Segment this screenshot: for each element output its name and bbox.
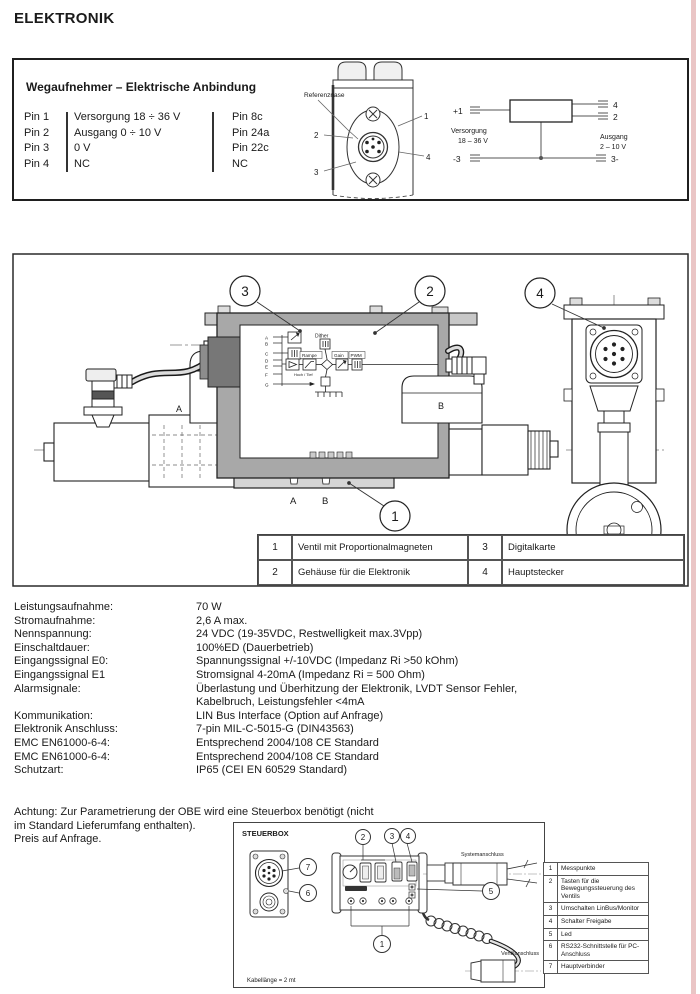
junction-dot [539, 156, 543, 160]
legende-text: Ventil mit Proportionalmagneten [292, 535, 468, 560]
magnet-a-label: A [176, 404, 183, 414]
versorgung-range: 18 – 36 V [458, 138, 488, 145]
pin3-label: 3 [314, 168, 319, 177]
klemme2-label: 2 [613, 112, 618, 122]
pwm-label: PWM [350, 353, 362, 358]
sb-callout-7: 7 [305, 863, 311, 872]
steuerbox-zeichnung [233, 822, 545, 988]
versorgung-label: Versorgung [451, 128, 487, 135]
magnet-b-rohr [482, 425, 558, 475]
klemme-f: F [265, 372, 268, 378]
spezifikationen: Leistungsaufnahme: 70 W Stromaufnahme: 2,6 A max. Nennspannung: 24 VDC (19-35VDC, Restwelligkeit max.3Vpp) Einschaltdauer: 100%ED (Dauerbetrieb) Eingangssignal E0: Spannungssignal +/-10VDC (Impedanz Ri >50 kOhm) Eingangssignal E1 Stromsignal 4-20mA (Impedanz Ri = 500 Ohm) Alarmsignale: Überlastung und Überhitzung der Elektronik, LVDT Sensor Fehler, Kabelbruch, Leistungsfehler <4mA Kommunikation: LIN Bus Interface (Option auf Anfrage) Elektronik Anschluss: 7-pin MIL-C-5015-G (DIN43563) EMC EN61000-6-4: Entsprechend 2004/108 CE Standard EMC EN61000-6-4: Entsprechend 2004/108 CE Standard Schutzart: IP65 (CEI EN 60529 Standard) [14, 601, 518, 777]
zeichnung-legende [257, 534, 685, 586]
klemme-g: G [265, 382, 269, 388]
sb-callout-1: 1 [379, 940, 385, 949]
table-divider [66, 112, 68, 172]
steuerbox-gehaeuse [332, 853, 427, 913]
wegaufnehmer-title: Wegaufnehmer – Elektrische Anbindung [26, 80, 257, 94]
hauptverbinder-platte [250, 851, 289, 917]
minus3-label: -3 [453, 154, 461, 164]
pin1-label: 1 [424, 112, 429, 121]
table-divider [212, 112, 214, 172]
pin2-label: 2 [314, 131, 319, 140]
kabellaenge-label: Kabellänge = 2 mt [247, 978, 296, 984]
magnet-b-label: B [438, 401, 445, 411]
scan-edge-artifact [691, 0, 696, 994]
transducer-block [510, 100, 572, 122]
klemme-a: A [265, 335, 269, 341]
legende-nr: 4 [468, 560, 502, 585]
klemme-b: B [265, 341, 269, 347]
legende-nr: 2 [258, 560, 292, 585]
legende-nr: 1 [258, 535, 292, 560]
plus1-label: +1 [453, 106, 463, 116]
legende-text: Digitalkarte [502, 535, 684, 560]
pin4-label: 4 [426, 153, 431, 162]
klemme-d: D [265, 358, 269, 364]
hoch-tief-label: Hoch / Tief [294, 372, 313, 377]
pin-counterpart-column: Pin 8c Pin 24a Pin 22c NC [232, 111, 270, 170]
platinen-kontakte [310, 452, 352, 458]
steuerbox-title: STEUERBOX [242, 829, 289, 838]
cap-left [338, 62, 366, 82]
sb-callout-2: 2 [360, 833, 366, 842]
klemme-c: C [265, 351, 269, 357]
ausgang-range: 2 – 10 V [600, 144, 627, 151]
referenznase-label: Referenznase [304, 92, 345, 99]
typenschild [345, 886, 367, 891]
ausgang-label: Ausgang [600, 134, 628, 141]
klemme-e: E [265, 364, 269, 370]
port-a-label: A [290, 496, 297, 507]
anschluss-schaltbild [448, 90, 668, 180]
wegaufnehmer-drawing [300, 50, 450, 202]
steuerbox-legende: 1 Messpunkte 2 Tasten für die Bewegungssteuerung des Ventils 3 Umschalten LinBus/Monitor 4 Schalter Freigabe 5 Led 6 RS232-Schnittstelle für PC-Anschluss 7 Hauptverbinder [543, 862, 649, 974]
gehaeuse-stecker-stub [208, 337, 240, 387]
systemanschluss-label: Systemanschluss [461, 852, 504, 858]
achtung-hinweis: Achtung: Zur Parametrierung der OBE wird eine Steuerbox benötigt (nicht im Standard Lieferumfang enthalten). Preis auf Anfrage. [14, 806, 374, 846]
legende-text: Hauptstecker [502, 560, 684, 585]
ventilanschluss-stecker [471, 961, 481, 981]
legende-nr: 3 [468, 535, 502, 560]
pin-number-column: Pin 1 Pin 2 Pin 3 Pin 4 [24, 111, 50, 170]
pin-function-column: Versorgung 18 ÷ 36 V Ausgang 0 ÷ 10 V 0 V NC [74, 111, 181, 170]
ventilanschluss-label: Ventilanschluss [501, 951, 539, 957]
callout-1: 1 [391, 509, 399, 524]
magnet-a-rohr [44, 415, 237, 487]
legende-text: Gehäuse für die Elektronik [292, 560, 468, 585]
rampe-label: Rampe [302, 353, 317, 358]
callout-3: 3 [241, 284, 249, 299]
sb-callout-3: 3 [389, 832, 395, 841]
dither-label: Dither [315, 333, 329, 340]
sb-callout-5: 5 [488, 887, 494, 896]
port-b-label: B [322, 496, 329, 507]
sb-callout-6: 6 [305, 889, 311, 898]
cap-right [374, 62, 402, 82]
callout-4: 4 [536, 286, 544, 301]
gain-label: Gain [334, 353, 344, 358]
page-title: ELEKTRONIK [14, 10, 115, 27]
klemme3-label: 3- [611, 154, 619, 164]
sb-callout-4: 4 [405, 832, 411, 841]
callout-2: 2 [426, 284, 434, 299]
klemme4-label: 4 [613, 100, 618, 110]
